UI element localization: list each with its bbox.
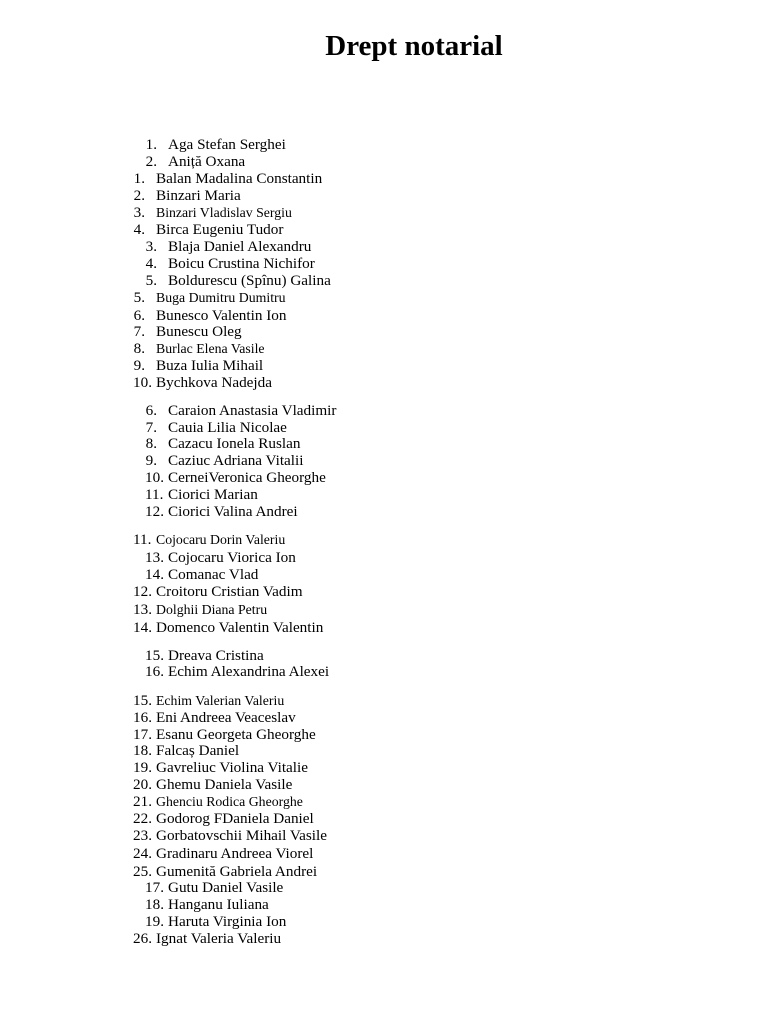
list-item-name: Aga Stefan Serghei — [168, 136, 286, 153]
list-item — [133, 323, 242, 340]
list-item-name: Gorbatovschii Mihail Vasile — [156, 827, 327, 844]
list-item — [133, 810, 314, 827]
list-item-number: 3. — [145, 238, 157, 255]
list-item-name: Croitoru Cristian Vadim — [156, 583, 303, 600]
list-item-name: Cazacu Ionela Ruslan — [168, 435, 301, 452]
list-item — [133, 204, 292, 221]
list-item-number: 14. — [145, 566, 164, 583]
list-item-name: Blaja Daniel Alexandru — [168, 238, 312, 255]
list-item — [145, 136, 286, 153]
list-item-name: Gavreliuc Violina Vitalie — [156, 759, 308, 776]
list-item — [133, 583, 303, 600]
list-item-name: Falcaș Daniel — [156, 742, 240, 759]
list-item — [133, 827, 327, 844]
list-item — [133, 187, 241, 204]
list-item — [133, 863, 317, 880]
list-item-name: Ghenciu Rodica Gheorghe — [156, 794, 303, 809]
list-item-name: Bunesco Valentin Ion — [156, 307, 287, 324]
list-item-name: Cojocaru Viorica Ion — [168, 549, 296, 566]
list-item — [133, 531, 285, 548]
list-item-name: Binzari Vladislav Sergiu — [156, 205, 292, 220]
list-item — [133, 340, 265, 357]
list-item — [145, 272, 331, 289]
list-item — [133, 357, 263, 374]
list-item-number: 26. — [133, 930, 152, 947]
list-item-number: 11. — [133, 531, 152, 548]
list-item — [145, 238, 311, 255]
list-item-number: 2. — [133, 187, 145, 204]
list-item — [133, 601, 267, 618]
list-item-name: CerneiVeronica Gheorghe — [168, 469, 326, 486]
list-item — [133, 845, 313, 862]
list-item-name: Burlac Elena Vasile — [156, 341, 265, 356]
list-item-name: Binzari Maria — [156, 187, 241, 204]
list-item-number: 13. — [133, 601, 152, 618]
list-item-name: Gumenită Gabriela Andrei — [156, 863, 318, 880]
list-item-name: Comanac Vlad — [168, 566, 259, 583]
list-item-name: Godorog FDaniela Daniel — [156, 810, 314, 827]
list-item-number: 1. — [145, 136, 157, 153]
list-item — [145, 486, 258, 503]
list-item-number: 7. — [145, 419, 157, 436]
list-item-name: Ciorici Marian — [168, 486, 258, 503]
list-item-name: Domenco Valentin Valentin — [156, 619, 324, 636]
list-item-name: Echim Valerian Valeriu — [156, 693, 285, 708]
list-item-number: 9. — [133, 357, 145, 374]
list-item-number: 19. — [133, 759, 152, 776]
list-item-number: 16. — [145, 663, 164, 680]
list-item — [133, 374, 272, 391]
list-item — [133, 930, 281, 947]
list-item-number: 17. — [133, 726, 152, 743]
list-item-number: 11. — [145, 486, 164, 503]
list-item — [145, 549, 296, 566]
list-item-name: Dolghii Diana Petru — [156, 602, 268, 617]
list-item-number: 6. — [145, 402, 157, 419]
list-item-name: Eni Andreea Veaceslav — [156, 709, 296, 726]
list-item-number: 6. — [133, 307, 145, 324]
list-item — [133, 742, 239, 759]
list-item-name: Bunescu Oleg — [156, 323, 242, 340]
list-item-number: 10. — [145, 469, 164, 486]
list-item-name: Haruta Virginia Ion — [168, 913, 287, 930]
page-title: Drept notarial — [325, 30, 503, 62]
list-item — [145, 879, 283, 896]
list-item-number: 21. — [133, 793, 152, 810]
list-item — [145, 647, 264, 664]
list-item-name: Boicu Crustina Nichifor — [168, 255, 315, 272]
list-item-number: 13. — [145, 549, 164, 566]
list-item-name: Balan Madalina Constantin — [156, 170, 323, 187]
list-item — [145, 402, 336, 419]
list-item-number: 12. — [145, 503, 164, 520]
list-item-name: Ignat Valeria Valeriu — [156, 930, 282, 947]
list-item-number: 20. — [133, 776, 152, 793]
list-item-name: Boldurescu (Spînu) Galina — [168, 272, 331, 289]
list-item-name: Gradinaru Andreea Viorel — [156, 845, 314, 862]
list-item — [133, 726, 316, 743]
list-item-number: 19. — [145, 913, 164, 930]
list-item — [133, 709, 296, 726]
list-item-name: Buga Dumitru Dumitru — [156, 290, 286, 305]
list-item — [133, 289, 286, 306]
list-item-name: Aniță Oxana — [168, 153, 246, 170]
list-item-number: 16. — [133, 709, 152, 726]
list-item-number: 5. — [133, 289, 145, 306]
list-item-number: 5. — [145, 272, 157, 289]
list-item-number: 14. — [133, 619, 152, 636]
list-item — [133, 619, 323, 636]
list-item-name: Birca Eugeniu Tudor — [156, 221, 284, 238]
list-item-number: 23. — [133, 827, 152, 844]
list-item-number: 15. — [145, 647, 164, 664]
list-item-number: 10. — [133, 374, 152, 391]
list-item-name: Gutu Daniel Vasile — [168, 879, 284, 896]
list-item-number: 1. — [133, 170, 145, 187]
list-item-number: 3. — [133, 204, 145, 221]
list-item-number: 18. — [133, 742, 152, 759]
list-item-number: 22. — [133, 810, 152, 827]
list-item-number: 4. — [145, 255, 157, 272]
list-item-name: Caziuc Adriana Vitalii — [168, 452, 304, 469]
list-item-name: Caraion Anastasia Vladimir — [168, 402, 337, 419]
list-item — [133, 692, 284, 709]
list-item-name: Dreava Cristina — [168, 647, 264, 664]
list-item-name: Cojocaru Dorin Valeriu — [156, 532, 286, 547]
list-item-name: Buza Iulia Mihail — [156, 357, 264, 374]
list-item — [133, 221, 283, 238]
list-item — [133, 307, 286, 324]
list-item-name: Esanu Georgeta Gheorghe — [156, 726, 316, 743]
list-item — [145, 255, 315, 272]
list-item — [145, 435, 300, 452]
list-item-number: 17. — [145, 879, 164, 896]
list-item-number: 8. — [133, 340, 145, 357]
list-item-number: 15. — [133, 692, 152, 709]
list-item — [133, 793, 303, 810]
list-item — [145, 469, 326, 486]
list-item — [145, 153, 245, 170]
list-item-number: 9. — [145, 452, 157, 469]
list-item-number: 8. — [145, 435, 157, 452]
list-item — [145, 566, 258, 583]
list-item — [145, 663, 329, 680]
list-item-number: 2. — [145, 153, 157, 170]
list-item — [145, 896, 269, 913]
list-item-name: Cauia Lilia Nicolae — [168, 419, 287, 436]
list-item — [145, 503, 298, 520]
list-item-number: 18. — [145, 896, 164, 913]
list-item-name: Hanganu Iuliana — [168, 896, 269, 913]
list-item-number: 24. — [133, 845, 152, 862]
list-item — [133, 776, 292, 793]
list-item — [145, 913, 286, 930]
list-item-name: Ciorici Valina Andrei — [168, 503, 298, 520]
list-item-name: Ghemu Daniela Vasile — [156, 776, 293, 793]
list-item — [133, 759, 308, 776]
list-item-number: 4. — [133, 221, 145, 238]
list-item-number: 25. — [133, 863, 152, 880]
list-item-name: Echim Alexandrina Alexei — [168, 663, 330, 680]
list-item — [145, 419, 287, 436]
list-item-number: 12. — [133, 583, 152, 600]
list-item-name: Bychkova Nadejda — [156, 374, 272, 391]
list-item — [133, 170, 322, 187]
list-item — [145, 452, 303, 469]
list-item-number: 7. — [133, 323, 145, 340]
